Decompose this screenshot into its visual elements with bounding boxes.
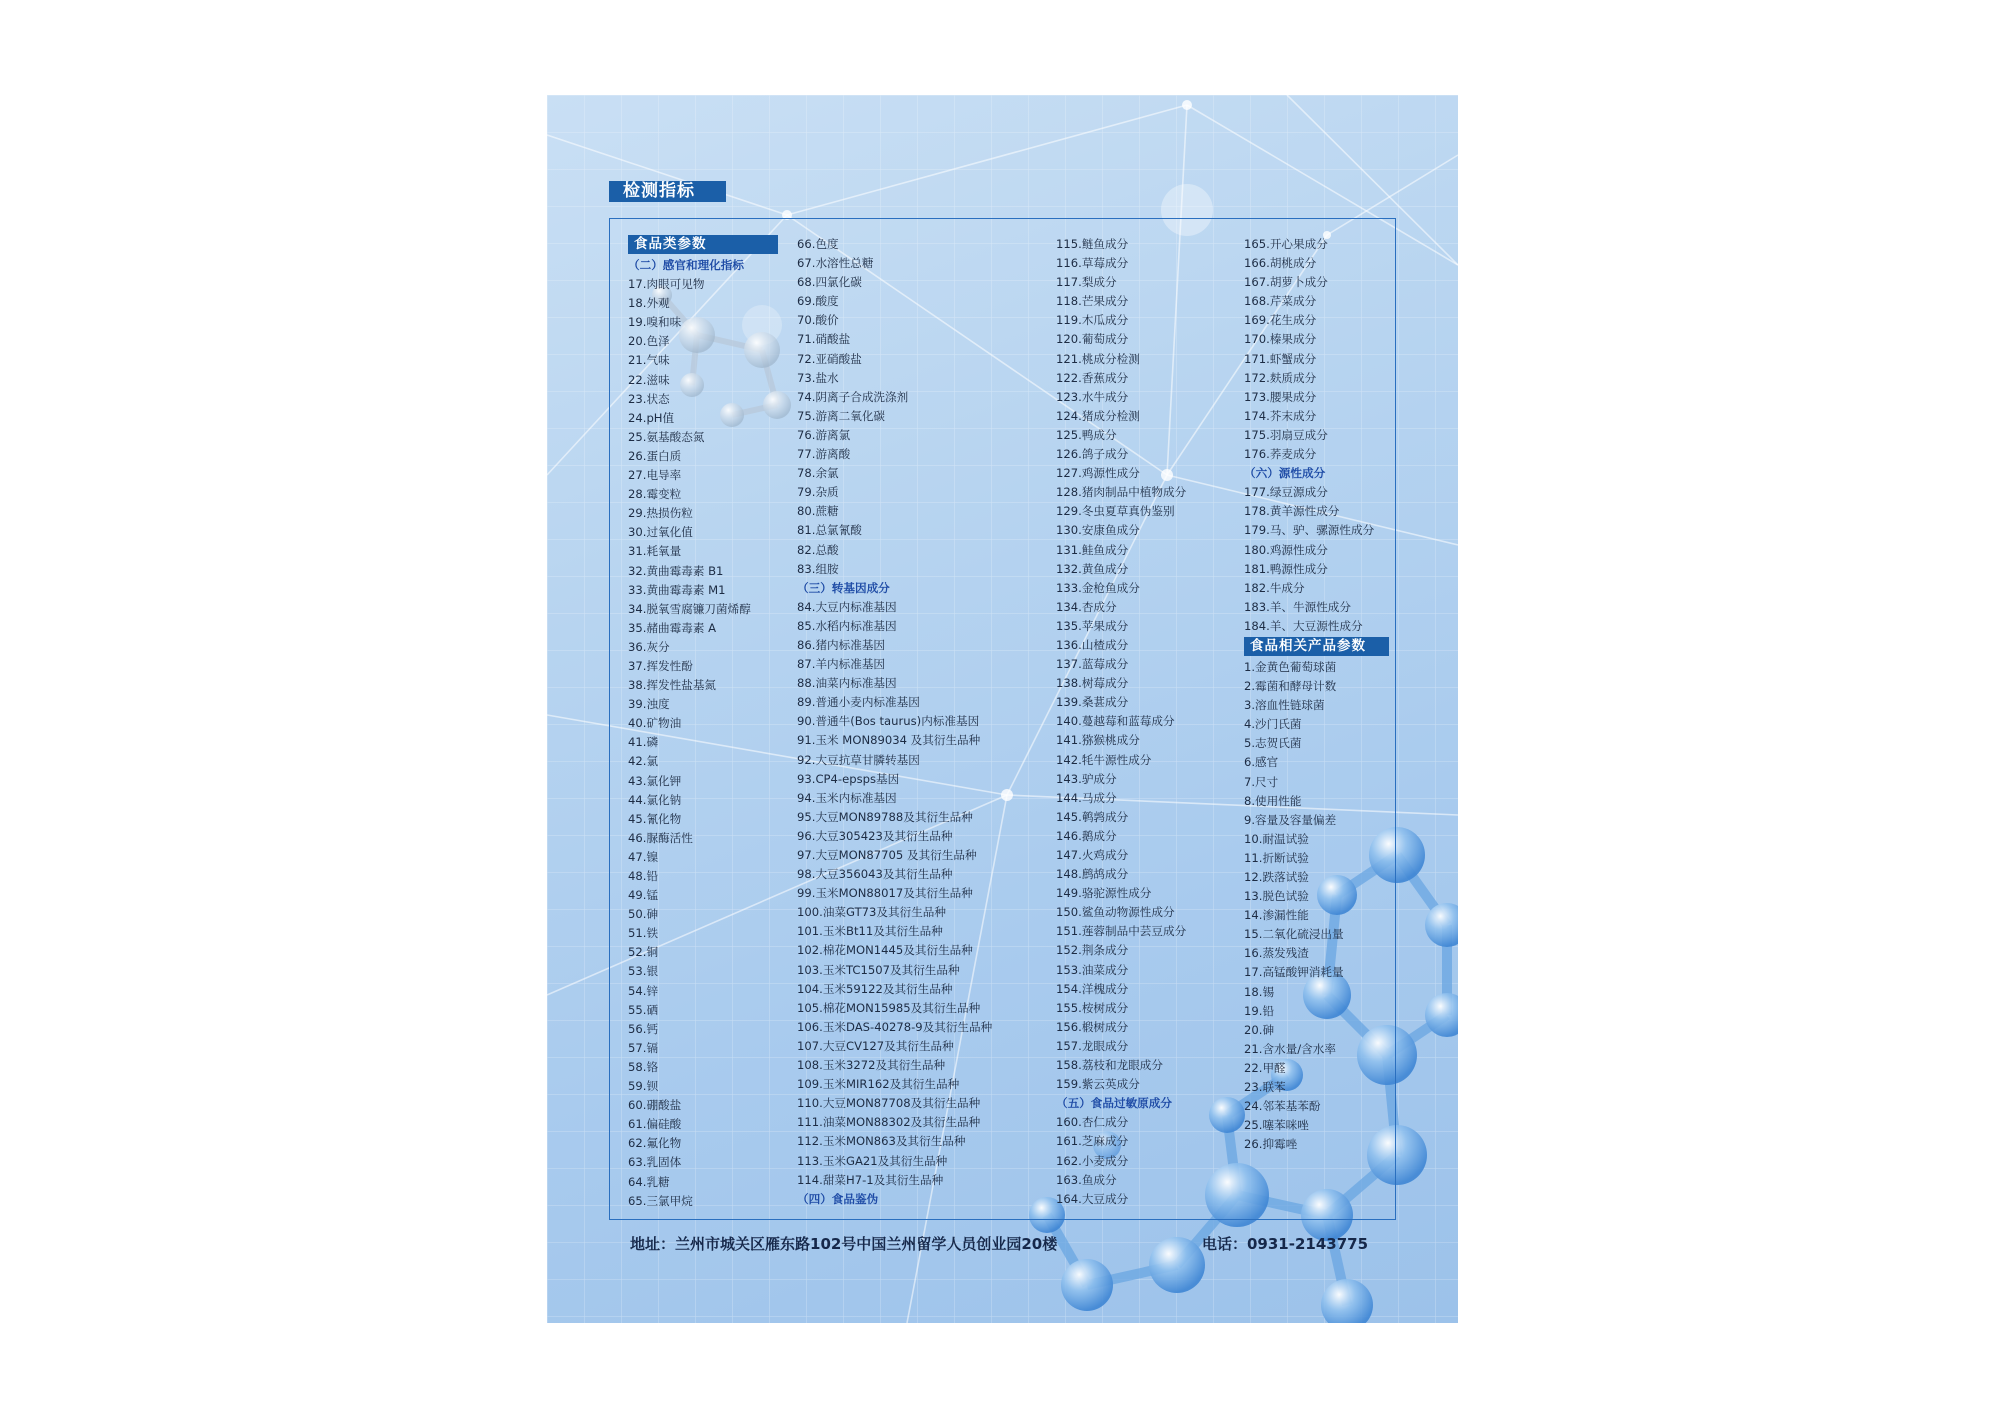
indicator-item: 177.绿豆源成分 <box>1244 485 1328 500</box>
indicator-item: 40.矿物油 <box>628 716 682 731</box>
indicator-item: 46.脲酶活性 <box>628 830 693 845</box>
indicator-item: 153.油菜成分 <box>1056 962 1129 977</box>
indicator-item: 105.棉花MON15985及其衍生品种 <box>797 1000 981 1015</box>
indicator-item: 43.氯化钾 <box>628 773 682 788</box>
indicator-item: 37.挥发性酚 <box>628 658 693 673</box>
indicator-item: 106.玉米DAS-40278-9及其衍生品种 <box>797 1019 993 1034</box>
indicator-item: 20.砷 <box>1244 1022 1275 1037</box>
indicator-item: 21.气味 <box>628 353 670 368</box>
indicator-item: 178.黄羊源性成分 <box>1244 504 1340 519</box>
indicator-item: 7.尺寸 <box>1244 774 1279 789</box>
indicator-item: 114.甜菜H7-1及其衍生品种 <box>797 1172 944 1187</box>
indicator-item: 160.杏仁成分 <box>1056 1115 1129 1130</box>
indicator-item: 57.镉 <box>628 1040 659 1055</box>
indicator-item: 161.芝麻成分 <box>1056 1134 1129 1149</box>
indicator-item: 38.挥发性盐基氮 <box>628 678 717 693</box>
indicator-item: 67.水溶性总糖 <box>797 256 874 271</box>
indicator-item: 35.赭曲霉毒素 A <box>628 620 717 635</box>
indicator-item: 85.水稻内标准基因 <box>797 618 897 633</box>
indicator-item: 103.玉米TC1507及其衍生品种 <box>797 962 960 977</box>
indicator-item: 4.沙门氏菌 <box>1244 717 1302 732</box>
indicator-item: 157.龙眼成分 <box>1056 1038 1129 1053</box>
indicator-item: 155.桉树成分 <box>1056 1000 1129 1015</box>
indicator-item: 142.牦牛源性成分 <box>1056 752 1152 767</box>
indicator-item: 45.氰化物 <box>628 811 682 826</box>
indicator-item: 74.阴离子合成洗涤剂 <box>797 389 909 404</box>
column-2 <box>797 235 1037 1209</box>
indicator-item: 173.腰果成分 <box>1244 389 1317 404</box>
indicator-item: 29.热损伤粒 <box>628 506 693 521</box>
indicator-item: 91.玉米 MON89034 及其衍生品种 <box>797 733 981 748</box>
brochure-page <box>547 95 1458 1323</box>
indicator-item: 134.杏成分 <box>1056 599 1117 614</box>
indicator-item: 184.羊、大豆源性成分 <box>1244 618 1363 633</box>
indicator-item: 133.金枪鱼成分 <box>1056 580 1140 595</box>
indicator-item: 180.鸡源性成分 <box>1244 542 1328 557</box>
indicator-item: 162.小麦成分 <box>1056 1153 1129 1168</box>
indicator-item: 126.鸽子成分 <box>1056 447 1129 462</box>
indicator-item: 32.黄曲霉毒素 B1 <box>628 563 724 578</box>
indicator-item: 27.电导率 <box>628 468 682 483</box>
indicator-item: 156.椴树成分 <box>1056 1019 1129 1034</box>
indicator-item: 102.棉花MON1445及其衍生品种 <box>797 943 973 958</box>
indicator-item: 143.驴成分 <box>1056 771 1117 786</box>
indicator-item: 111.油菜MON88302及其衍生品种 <box>797 1115 981 1130</box>
indicator-item: 104.玉米59122及其衍生品种 <box>797 981 953 996</box>
indicator-item: 15.二氧化硫浸出量 <box>1244 927 1344 942</box>
indicator-item: 9.容量及容量偏差 <box>1244 812 1337 827</box>
indicator-item: 94.玉米内标准基因 <box>797 790 897 805</box>
indicator-item: 28.霉变粒 <box>628 487 682 502</box>
indicator-item: 148.鹧鸪成分 <box>1056 867 1129 882</box>
indicator-item: 164.大豆成分 <box>1056 1191 1129 1206</box>
indicator-item: 96.大豆305423及其衍生品种 <box>797 828 953 843</box>
indicator-item: 90.普通牛(Bos taurus)内标准基因 <box>797 714 980 729</box>
indicator-item: 139.桑葚成分 <box>1056 695 1129 710</box>
indicator-item: 70.酸价 <box>797 313 839 328</box>
indicator-item: 120.葡萄成分 <box>1056 332 1129 347</box>
indicator-item: 163.鱼成分 <box>1056 1172 1117 1187</box>
indicator-item: 172.麸质成分 <box>1244 370 1317 385</box>
indicator-item: 152.荆条成分 <box>1056 943 1129 958</box>
indicator-item: 19.铅 <box>1244 1003 1275 1018</box>
indicator-item: 50.砷 <box>628 907 659 922</box>
indicator-item: 44.氯化钠 <box>628 792 682 807</box>
indicator-item: 175.羽扇豆成分 <box>1244 427 1328 442</box>
indicator-item: 59.钡 <box>628 1079 659 1094</box>
indicator-item: 22.滋味 <box>628 372 670 387</box>
indicator-item: 176.荞麦成分 <box>1244 447 1317 462</box>
indicator-item: 151.莲蓉制品中芸豆成分 <box>1056 924 1187 939</box>
indicator-item: 144.马成分 <box>1056 790 1117 805</box>
indicator-item: 23.状态 <box>628 391 670 406</box>
indicator-item: 166.胡桃成分 <box>1244 256 1317 271</box>
indicator-item: 170.榛果成分 <box>1244 332 1317 347</box>
indicator-item: 75.游离二氧化碳 <box>797 408 886 423</box>
category-badge: 食品相关产品参数 <box>1244 637 1389 656</box>
indicator-item: 154.洋槐成分 <box>1056 981 1129 996</box>
indicator-item: 26.抑霉唑 <box>1244 1137 1298 1152</box>
indicator-item: 78.余氯 <box>797 466 839 481</box>
indicator-item: 80.蔗糖 <box>797 504 839 519</box>
indicator-item: 64.乳糖 <box>628 1174 670 1189</box>
indicator-item: 49.锰 <box>628 888 659 903</box>
indicator-item: 61.偏硅酸 <box>628 1117 682 1132</box>
indicator-item: 147.火鸡成分 <box>1056 848 1129 862</box>
indicator-item: 60.硼酸盐 <box>628 1098 682 1113</box>
indicator-item: 95.大豆MON89788及其衍生品种 <box>797 809 973 824</box>
indicator-item: 6.感官 <box>1244 755 1279 770</box>
indicator-item: 31.耗氧量 <box>628 544 682 559</box>
indicator-item: 79.杂质 <box>797 485 839 500</box>
indicator-item: 41.磷 <box>628 735 659 750</box>
indicator-item: 53.银 <box>628 964 659 979</box>
indicator-item: 56.钙 <box>628 1021 659 1036</box>
indicator-item: 5.志贺氏菌 <box>1244 736 1302 751</box>
section-title: 检测指标 <box>609 181 726 202</box>
footer-address: 地址：兰州市城关区雁东路102号中国兰州留学人员创业园20楼 <box>630 1235 1058 1253</box>
indicator-item: 136.山楂成分 <box>1056 637 1129 652</box>
indicator-item: 93.CP4-epsps基因 <box>797 771 900 786</box>
column-1 <box>628 234 778 1211</box>
indicator-item: 110.大豆MON87708及其衍生品种 <box>797 1096 981 1111</box>
indicator-item: 58.铬 <box>628 1059 659 1074</box>
indicator-item: 86.猪内标准基因 <box>797 637 886 652</box>
indicator-item: 82.总酸 <box>797 542 839 557</box>
indicator-item: 137.蓝莓成分 <box>1056 657 1129 672</box>
indicator-item: 54.锌 <box>628 983 659 998</box>
indicator-item: 22.甲醛 <box>1244 1060 1286 1075</box>
indicator-item: 117.梨成分 <box>1056 275 1117 290</box>
indicator-item: 158.荔枝和龙眼成分 <box>1056 1058 1163 1073</box>
indicator-item: 138.树莓成分 <box>1056 676 1129 691</box>
indicator-item: 63.乳固体 <box>628 1155 682 1170</box>
indicator-item: 132.黄鱼成分 <box>1056 561 1129 576</box>
indicator-item: 113.玉米GA21及其衍生品种 <box>797 1153 948 1168</box>
indicator-item: 109.玉米MIR162及其衍生品种 <box>797 1077 960 1092</box>
indicator-item: 130.安康鱼成分 <box>1056 523 1140 538</box>
subsection-heading: （五）食品过敏原成分 <box>1056 1096 1172 1111</box>
indicator-item: 168.芹菜成分 <box>1244 294 1317 309</box>
indicator-item: 52.铜 <box>628 945 659 960</box>
indicator-item: 150.鲨鱼动物源性成分 <box>1056 905 1175 920</box>
indicator-item: 19.嗅和味 <box>628 315 682 330</box>
indicator-item: 128.猪肉制品中植物成分 <box>1056 485 1187 500</box>
indicator-item: 36.灰分 <box>628 639 670 654</box>
indicator-item: 69.酸度 <box>797 294 839 309</box>
indicator-item: 131.鲑鱼成分 <box>1056 542 1129 557</box>
indicator-item: 84.大豆内标准基因 <box>797 599 897 614</box>
indicator-item: 26.蛋白质 <box>628 448 682 463</box>
indicator-item: 101.玉米Bt11及其衍生品种 <box>797 924 943 939</box>
indicator-item: 12.跌落试验 <box>1244 870 1309 884</box>
indicator-item: 129.冬虫夏草真伪鉴别 <box>1056 504 1175 519</box>
indicator-item: 97.大豆MON87705 及其衍生品种 <box>797 848 977 862</box>
indicator-item: 77.游离酸 <box>797 447 851 462</box>
subsection-heading: （四）食品鉴伪 <box>797 1191 879 1206</box>
indicator-item: 174.芥末成分 <box>1244 408 1317 423</box>
indicator-item: 30.过氧化值 <box>628 525 693 540</box>
indicator-item: 118.芒果成分 <box>1056 294 1129 309</box>
indicator-item: 62.氟化物 <box>628 1136 682 1151</box>
indicator-item: 55.硒 <box>628 1002 659 1017</box>
indicator-item: 119.木瓜成分 <box>1056 313 1129 328</box>
indicator-item: 122.香蕉成分 <box>1056 370 1129 385</box>
indicator-item: 47.镍 <box>628 849 659 864</box>
indicator-item: 18.锡 <box>1244 984 1275 999</box>
indicator-item: 48.铅 <box>628 869 659 883</box>
subsection-heading: （三）转基因成分 <box>797 580 890 595</box>
indicator-item: 167.胡萝卜成分 <box>1244 275 1328 290</box>
indicator-item: 11.折断试验 <box>1244 850 1309 865</box>
indicator-item: 169.花生成分 <box>1244 313 1317 328</box>
indicator-item: 17.高锰酸钾消耗量 <box>1244 965 1344 980</box>
column-4 <box>1244 235 1389 1154</box>
indicator-item: 183.羊、牛源性成分 <box>1244 599 1351 614</box>
indicator-item: 72.亚硝酸盐 <box>797 351 862 366</box>
indicator-item: 116.草莓成分 <box>1056 256 1129 271</box>
indicator-item: 39.浊度 <box>628 697 670 712</box>
column-3 <box>1056 235 1231 1209</box>
indicator-item: 121.桃成分检测 <box>1056 351 1140 366</box>
indicator-item: 73.盐水 <box>797 370 839 385</box>
indicator-item: 33.黄曲霉毒素 M1 <box>628 582 726 597</box>
indicator-item: 13.脱色试验 <box>1244 889 1309 904</box>
indicator-item: 165.开心果成分 <box>1244 237 1328 251</box>
indicator-item: 8.使用性能 <box>1244 793 1302 808</box>
indicator-item: 65.三氯甲烷 <box>628 1193 693 1208</box>
category-badge: 食品类参数 <box>628 235 778 254</box>
indicator-item: 135.苹果成分 <box>1056 618 1129 633</box>
indicator-item: 68.四氯化碳 <box>797 275 862 290</box>
indicator-item: 159.紫云英成分 <box>1056 1077 1140 1092</box>
indicator-item: 146.鹅成分 <box>1056 828 1117 843</box>
indicator-item: 83.组胺 <box>797 561 839 576</box>
indicator-item: 42.氯 <box>628 754 659 769</box>
indicator-item: 123.水牛成分 <box>1056 389 1129 404</box>
indicator-item: 81.总氯氰酸 <box>797 523 862 538</box>
indicator-item: 182.牛成分 <box>1244 580 1305 595</box>
indicator-item: 100.油菜GT73及其衍生品种 <box>797 905 946 920</box>
indicator-item: 171.虾蟹成分 <box>1244 351 1317 366</box>
indicator-item: 24.pH值 <box>628 410 675 425</box>
indicator-item: 112.玉米MON863及其衍生品种 <box>797 1134 966 1149</box>
indicator-item: 25.氨基酸态氮 <box>628 429 705 444</box>
indicator-item: 99.玉米MON88017及其衍生品种 <box>797 886 973 901</box>
indicator-item: 71.硝酸盐 <box>797 332 851 347</box>
indicator-item: 20.色泽 <box>628 334 670 349</box>
indicator-item: 24.邻苯基苯酚 <box>1244 1099 1321 1114</box>
indicator-item: 51.铁 <box>628 926 659 941</box>
indicator-item: 66.色度 <box>797 237 839 251</box>
indicator-item: 107.大豆CV127及其衍生品种 <box>797 1038 954 1053</box>
subsection-heading: （二）感官和理化指标 <box>628 258 744 272</box>
indicator-item: 16.蒸发残渣 <box>1244 946 1309 961</box>
subsection-heading: （六）源性成分 <box>1244 466 1326 481</box>
indicator-item: 2.霉菌和酵母计数 <box>1244 679 1337 694</box>
indicator-item: 87.羊内标准基因 <box>797 657 886 672</box>
indicator-item: 88.油菜内标准基因 <box>797 676 897 691</box>
indicator-item: 125.鸭成分 <box>1056 427 1117 442</box>
indicator-item: 10.耐温试验 <box>1244 831 1309 846</box>
indicator-item: 127.鸡源性成分 <box>1056 466 1140 481</box>
indicator-item: 34.脱氧雪腐镰刀菌烯醇 <box>628 601 751 616</box>
footer-phone: 电话：0931-2143775 <box>1202 1235 1369 1253</box>
indicator-item: 17.肉眼可见物 <box>628 277 705 292</box>
indicator-item: 14.渗漏性能 <box>1244 908 1309 923</box>
indicator-item: 179.马、驴、骡源性成分 <box>1244 523 1375 538</box>
indicator-item: 21.含水量/含水率 <box>1244 1041 1336 1056</box>
indicator-item: 145.鹌鹑成分 <box>1056 809 1129 824</box>
indicator-item: 149.骆驼源性成分 <box>1056 886 1152 901</box>
indicator-item: 124.猪成分检测 <box>1056 408 1140 423</box>
indicator-item: 89.普通小麦内标准基因 <box>797 695 920 710</box>
indicator-item: 3.溶血性链球菌 <box>1244 698 1325 713</box>
indicator-item: 141.猕猴桃成分 <box>1056 733 1140 748</box>
indicator-item: 23.联苯 <box>1244 1080 1286 1095</box>
indicator-item: 76.游离氯 <box>797 427 851 442</box>
indicator-item: 92.大豆抗草甘膦转基因 <box>797 752 920 767</box>
indicator-item: 181.鸭源性成分 <box>1244 561 1328 576</box>
indicator-item: 98.大豆356043及其衍生品种 <box>797 867 953 882</box>
indicator-item: 140.蔓越莓和蓝莓成分 <box>1056 714 1175 729</box>
indicator-item: 115.鲢鱼成分 <box>1056 237 1129 251</box>
indicator-item: 25.噻苯咪唑 <box>1244 1118 1309 1133</box>
indicator-item: 108.玉米3272及其衍生品种 <box>797 1058 946 1073</box>
indicator-item: 1.金黄色葡萄球菌 <box>1244 659 1337 674</box>
indicator-item: 18.外观 <box>628 296 670 311</box>
